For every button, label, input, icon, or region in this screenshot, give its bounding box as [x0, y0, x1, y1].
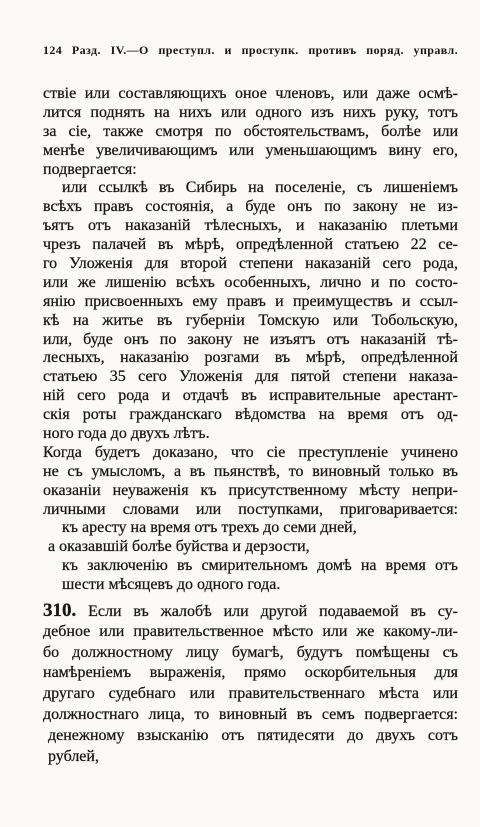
exile-penalty-line: или же лишенію всѣхъ особенныхъ, лично и по состо-: [43, 273, 458, 291]
article-310-first-line: [43, 601, 458, 622]
exile-penalty-line: ъятъ отъ наказаній тѣлесныхъ, и наказанію плетьми: [43, 217, 458, 235]
article-number: 310.: [43, 600, 77, 621]
exile-penalty-line: чрезъ палачей въ мѣрѣ, опредѣленной статьею 22 се-: [43, 236, 458, 254]
running-title: Разд. IV.—О преступл. и проступк. противъ поряд. управл.: [71, 43, 458, 57]
fine-penalty-line: рублей,: [48, 747, 99, 765]
article-310-line: намѣреніемъ выраженія, прямо оскорбительныя для: [43, 664, 458, 682]
exile-penalty-line: ного года до двухъ лѣтъ.: [43, 425, 210, 443]
article-text: Если въ жалобѣ или другой подаваемой въ су-: [88, 603, 459, 620]
continuation-line: лится поднять на нихъ или одного изъ нихъ руку, тотъ: [43, 103, 458, 121]
page-number: 124: [43, 43, 63, 57]
drunkenness-line: Когда будетъ доказано, что сіе преступленіе учинено: [43, 443, 458, 461]
fine-penalty-line: денежному взысканію отъ пятидесяти до двухъ сотъ: [48, 726, 458, 744]
continuation-line: ствіе или составляющихъ оное членовъ, или даже осмѣ-: [43, 85, 458, 102]
confinement-line: шести мѣсяцевъ до одного года.: [62, 576, 281, 594]
article-310-line: должностнаго лица, то виновный въ семъ подвергается:: [43, 705, 458, 723]
exile-penalty-line: го Уложенія для второй степени наказаній сего рода,: [43, 255, 458, 273]
exile-penalty-line: всѣхъ правъ состоянія, а буде онъ по закону не из-: [43, 198, 458, 216]
exile-penalty-line: статьею 35 сего Уложенія для пятой степени наказа-: [43, 368, 458, 386]
exile-penalty-line: янію присвоенныхъ ему правъ и преимуществъ и ссыл-: [43, 292, 458, 310]
exile-penalty-line: скія роты гражданскаго вѣдомства на время отъ од-: [43, 406, 458, 424]
main-text: [43, 85, 458, 595]
exile-penalty-line: или, буде онъ по закону не изъятъ отъ наказаній тѣ-: [43, 330, 458, 348]
continuation-line: подвергается:: [43, 160, 137, 178]
arrest-line: къ аресту на время отъ трехъ до семи дней,: [62, 519, 357, 537]
drunkenness-line: оказаніи неуваженія къ присутственному мѣсту непри-: [43, 481, 458, 499]
aggravated-line: а оказавшій болѣе буйства и дерзости,: [48, 538, 310, 556]
exile-penalty-line: ній сего рода и отдачѣ въ исправительные арестант-: [43, 387, 458, 405]
article-310: [43, 601, 458, 767]
exile-penalty-line: лесныхъ, наказанію розгами въ мѣрѣ, опредѣленной: [43, 349, 458, 367]
running-header: [43, 41, 458, 59]
article-310-line: другаго судебнаго или правительственнаго мѣста или: [43, 685, 458, 703]
exile-penalty-line: кѣ на житье въ губерніи Томскую или Тобольскую,: [43, 311, 458, 329]
article-310-line: дебное или правительственное мѣсто или же какому-ли-: [43, 622, 458, 640]
continuation-line: менѣе увеличивающимъ или уменьшающимъ вину его,: [43, 141, 458, 159]
drunkenness-line: не съ умысломъ, а въ пьянствѣ, то виновный только въ: [43, 462, 458, 480]
continuation-line: за сіе, также смотря по обстоятельствамъ, болѣе или: [43, 122, 458, 140]
drunkenness-line: личными словами или поступками, приговаривается:: [43, 500, 458, 518]
confinement-line: къ заключенію въ смирительномъ домѣ на время отъ: [62, 557, 458, 575]
exile-penalty-line: или ссылкѣ въ Сибирь на поселеніе, съ лишеніемъ: [62, 179, 458, 197]
article-310-line: бо должностному лицу бумагѣ, будутъ помѣщены съ: [43, 643, 458, 661]
